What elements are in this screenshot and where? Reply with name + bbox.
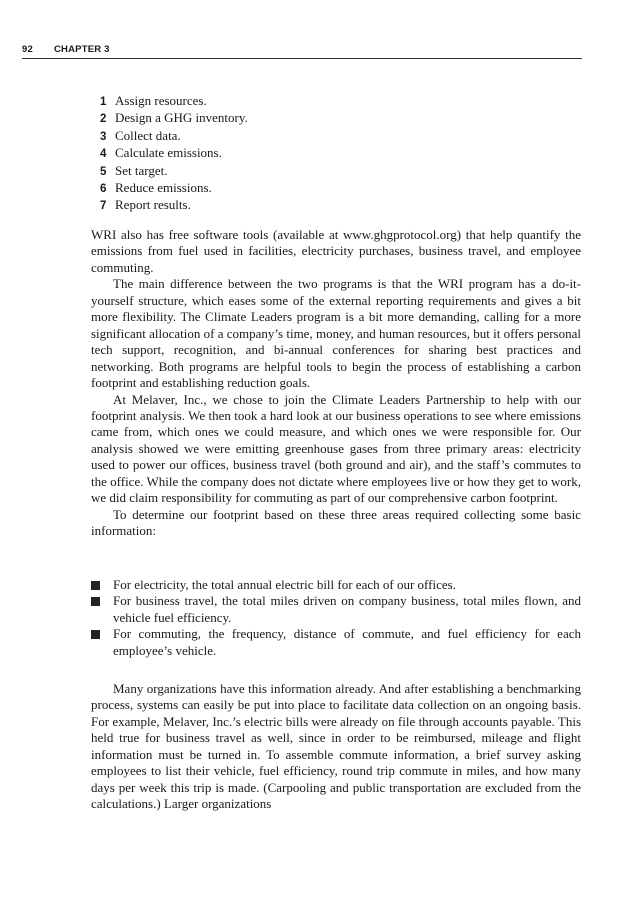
list-item bbox=[100, 145, 248, 162]
body-text-upper bbox=[91, 227, 581, 540]
list-item bbox=[100, 180, 248, 197]
numbered-steps-list bbox=[100, 93, 248, 215]
step-number: 3 bbox=[100, 130, 107, 143]
step-number: 5 bbox=[100, 165, 107, 178]
list-item bbox=[100, 128, 248, 145]
bullet-text: For commuting, the frequency, distance of commute, and fuel efficiency for each employee’s vehicle. bbox=[113, 626, 581, 658]
step-number: 2 bbox=[100, 113, 107, 126]
list-item bbox=[91, 577, 581, 593]
step-number: 1 bbox=[100, 96, 107, 108]
paragraph-basic-information: To determine our footprint based on these three areas required collecting some basic information: bbox=[91, 506, 581, 539]
step-text: Set target. bbox=[115, 162, 168, 178]
square-bullet-icon bbox=[91, 597, 100, 606]
paragraph-wri-tools: WRI also has free software tools (available at www.ghgprotocol.org) that help quantify the emissions from fuel used in facilities, electricity purchases, business travel, and employee commuting. bbox=[91, 227, 581, 275]
chapter-title: CHAPTER 3 bbox=[54, 44, 110, 55]
list-item bbox=[91, 593, 581, 626]
list-item bbox=[91, 626, 581, 659]
square-bullet-icon bbox=[91, 581, 100, 590]
step-text: Report results. bbox=[115, 197, 191, 213]
bulleted-list bbox=[91, 577, 581, 659]
list-item bbox=[100, 110, 248, 127]
bullet-text: For electricity, the total annual electric bill for each of our offices. bbox=[113, 577, 456, 592]
step-number: 7 bbox=[100, 200, 107, 213]
body-text-lower bbox=[91, 681, 581, 813]
step-text: Design a GHG inventory. bbox=[115, 110, 248, 126]
step-text: Assign resources. bbox=[115, 93, 207, 108]
list-item bbox=[100, 163, 248, 180]
paragraph-data-collection: Many organizations have this information already. And after establishing a benchmarking process, systems can easily be put into place to facilitate data collection on an ongoing basis. For example, Melaver, Inc.’s electric bills were already on file through accounts payable. This held true for business travel as well, since in order to be reimbursed, mileage and flight information must be turned in. To assemble commute information, a brief survey asking employees to list their vehicle, fuel efficiency, round trip commute in miles, and how many days per week this trip is made. (Carpooling and public transportation are excluded from the calculations.) Larger organizations bbox=[91, 681, 581, 812]
page-number: 92 bbox=[22, 44, 33, 55]
square-bullet-icon bbox=[91, 630, 100, 639]
running-header bbox=[22, 44, 582, 59]
step-number: 6 bbox=[100, 183, 107, 196]
paragraph-melaver-analysis: At Melaver, Inc., we chose to join the Climate Leaders Partnership to help with our footprint analysis. We then took a hard look at our business operations to see where emissions came from, which ones we could measure, and which ones we were responsible for. Our analysis showed we were emitting greenhouse gases from three primary areas: electricity used to power our offices, business travel (both ground and air), and the staff’s commutes to the office. While the company does not dictate where employees live or how they get to work, we did claim responsibility for commuting as part of our comprehensive carbon footprint. bbox=[91, 391, 581, 506]
list-item bbox=[100, 93, 248, 110]
step-text: Reduce emissions. bbox=[115, 180, 212, 196]
bullet-text: For business travel, the total miles driven on company business, total miles flown, and vehicle fuel efficiency. bbox=[113, 593, 581, 625]
list-item bbox=[100, 197, 248, 214]
paragraph-program-differences: The main difference between the two programs is that the WRI program has a do-it-yourself structure, which eases some of the external reporting requirements and gives a bit more flexibility. The Climate Leaders program is a bit more demanding, calling for a more significant allocation of a company’s time, money, and human resources, but it offers personal tech support, recognition, and bi-annual conferences for sharing best practices and networking. Both programs are helpful tools to begin the process of establishing a carbon footprint and establishing reduction goals. bbox=[91, 276, 581, 391]
step-text: Calculate emissions. bbox=[115, 145, 222, 161]
step-text: Collect data. bbox=[115, 127, 181, 143]
step-number: 4 bbox=[100, 148, 107, 161]
